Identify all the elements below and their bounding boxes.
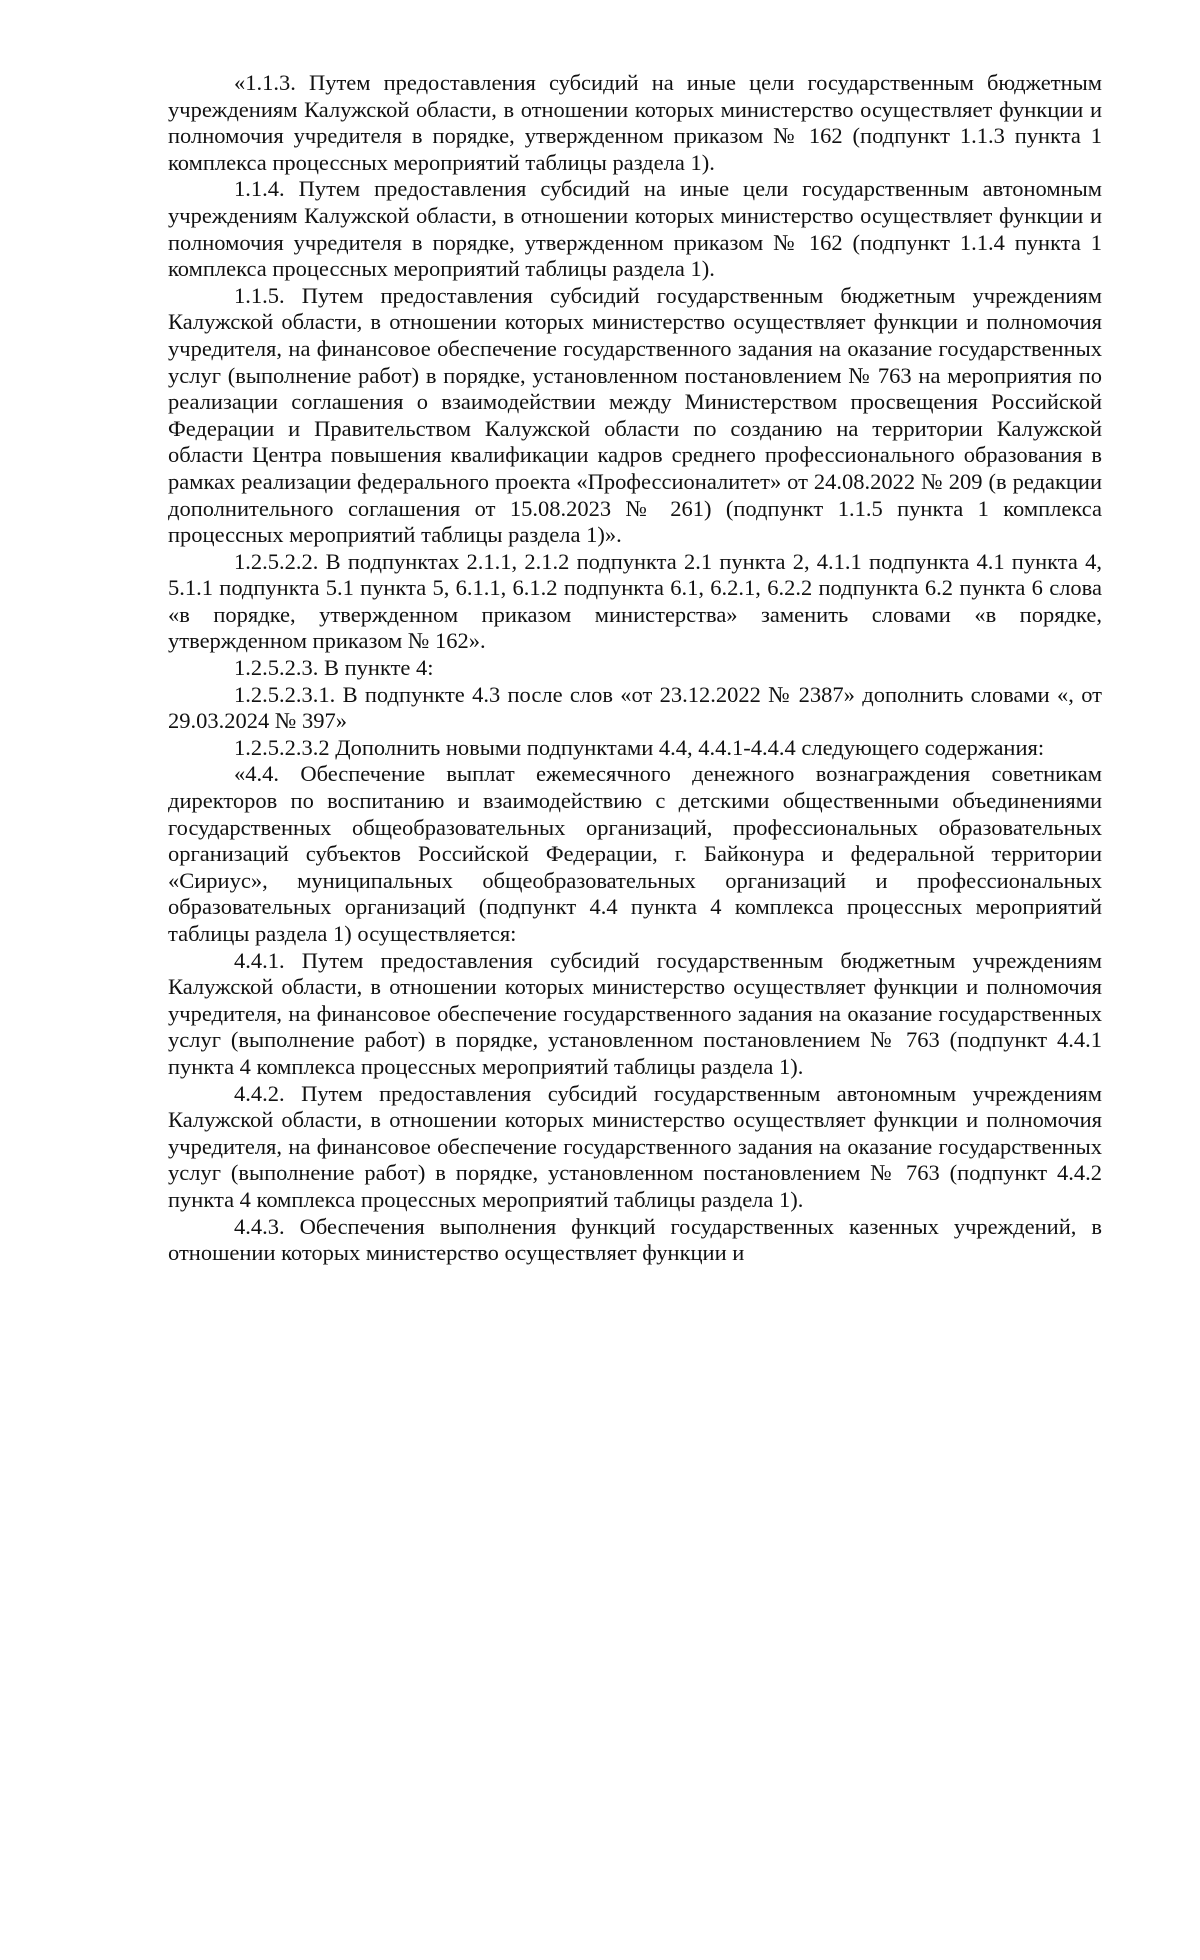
paragraph-1-1-5: 1.1.5. Путем предоставления субсидий государственным бюджетным учреждениям Калужской области, в отношении которых министерство осуществляет функции и полномочия учредителя, на финансовое обеспечение государственного задания на оказание государственных услуг (выполнение работ) в порядке, установленном постановлением № 763 на мероприятия по реализации соглашения о взаимодействии между Министерством просвещения Российской Федерации и Правительством Калужской области по созданию на территории Калужской области Центра повышения квалификации кадров среднего профессионального образования в рамках реализации федерального проекта «Профессионалитет» от 24.08.2022 № 209 (в редакции дополнительного соглашения от 15.08.2023 № 261) (подпункт 1.1.5 пункта 1 комплекса процессных мероприятий таблицы раздела 1)». [168, 282, 1102, 548]
paragraph-4-4-3: 4.4.3. Обеспечения выполнения функций государственных казенных учреждений, в отношении которых министерство осуществляет функции и [168, 1213, 1102, 1266]
paragraph-4-4-2: 4.4.2. Путем предоставления субсидий государственным автономным учреждениям Калужской области, в отношении которых министерство осуществляет функции и полномочия учредителя, на финансовое обеспечение государственного задания на оказание государственных услуг (выполнение работ) в порядке, установленном постановлением № 763 (подпункт 4.4.2 пункта 4 комплекса процессных мероприятий таблицы раздела 1). [168, 1080, 1102, 1212]
paragraph-1-2-5-2-2: 1.2.5.2.2. В подпунктах 2.1.1, 2.1.2 подпункта 2.1 пункта 2, 4.1.1 подпункта 4.1 пункта 4, 5.1.1 подпункта 5.1 пункта 5, 6.1.1, 6.1.2 подпункта 6.1, 6.2.1, 6.2.2 подпункта 6.2 пункта 6 слова «в порядке, утвержденном приказом министерства» заменить словами «в порядке, утвержденном приказом № 162». [168, 548, 1102, 654]
paragraph-1-2-5-2-3-1: 1.2.5.2.3.1. В подпункте 4.3 после слов «от 23.12.2022 № 2387» дополнить словами «, от 29.03.2024 № 397» [168, 681, 1102, 734]
paragraph-1-1-3: «1.1.3. Путем предоставления субсидий на иные цели государственным бюджетным учреждениям Калужской области, в отношении которых министерство осуществляет функции и полномочия учредителя в порядке, утвержденном приказом № 162 (подпункт 1.1.3 пункта 1 комплекса процессных мероприятий таблицы раздела 1). [168, 70, 1102, 175]
paragraph-1-2-5-2-3: 1.2.5.2.3. В пункте 4: [234, 655, 434, 681]
paragraph-1-1-4: 1.1.4. Путем предоставления субсидий на иные цели государственным автономным учреждениям Калужской области, в отношении которых министерство осуществляет функции и полномочия учредителя в порядке, утвержденном приказом № 162 (подпункт 1.1.4 пункта 1 комплекса процессных мероприятий таблицы раздела 1). [168, 176, 1102, 282]
paragraph-1-2-5-2-3-2: 1.2.5.2.3.2 Дополнить новыми подпунктами 4.4, 4.4.1-4.4.4 следующего содержания: [234, 734, 1045, 760]
paragraph-4-4: «4.4. Обеспечение выплат ежемесячного денежного вознаграждения советникам директоров по воспитанию и взаимодействию с детскими общественными объединениями государственных общеобразовательных организаций, профессиональных образовательных организаций субъектов Российской Федерации, г. Байконура и федеральной территории «Сириус», муниципальных общеобразовательных организаций и профессиональных образовательных организаций (подпункт 4.4 пункта 4 комплекса процессных мероприятий таблицы раздела 1) осуществляется: [168, 761, 1102, 946]
document-body [168, 70, 1102, 1267]
paragraph-4-4-1: 4.4.1. Путем предоставления субсидий государственным бюджетным учреждениям Калужской области, в отношении которых министерство осуществляет функции и полномочия учредителя, на финансовое обеспечение государственного задания на оказание государственных услуг (выполнение работ) в порядке, установленном постановлением № 763 (подпункт 4.4.1 пункта 4 комплекса процессных мероприятий таблицы раздела 1). [168, 947, 1102, 1079]
